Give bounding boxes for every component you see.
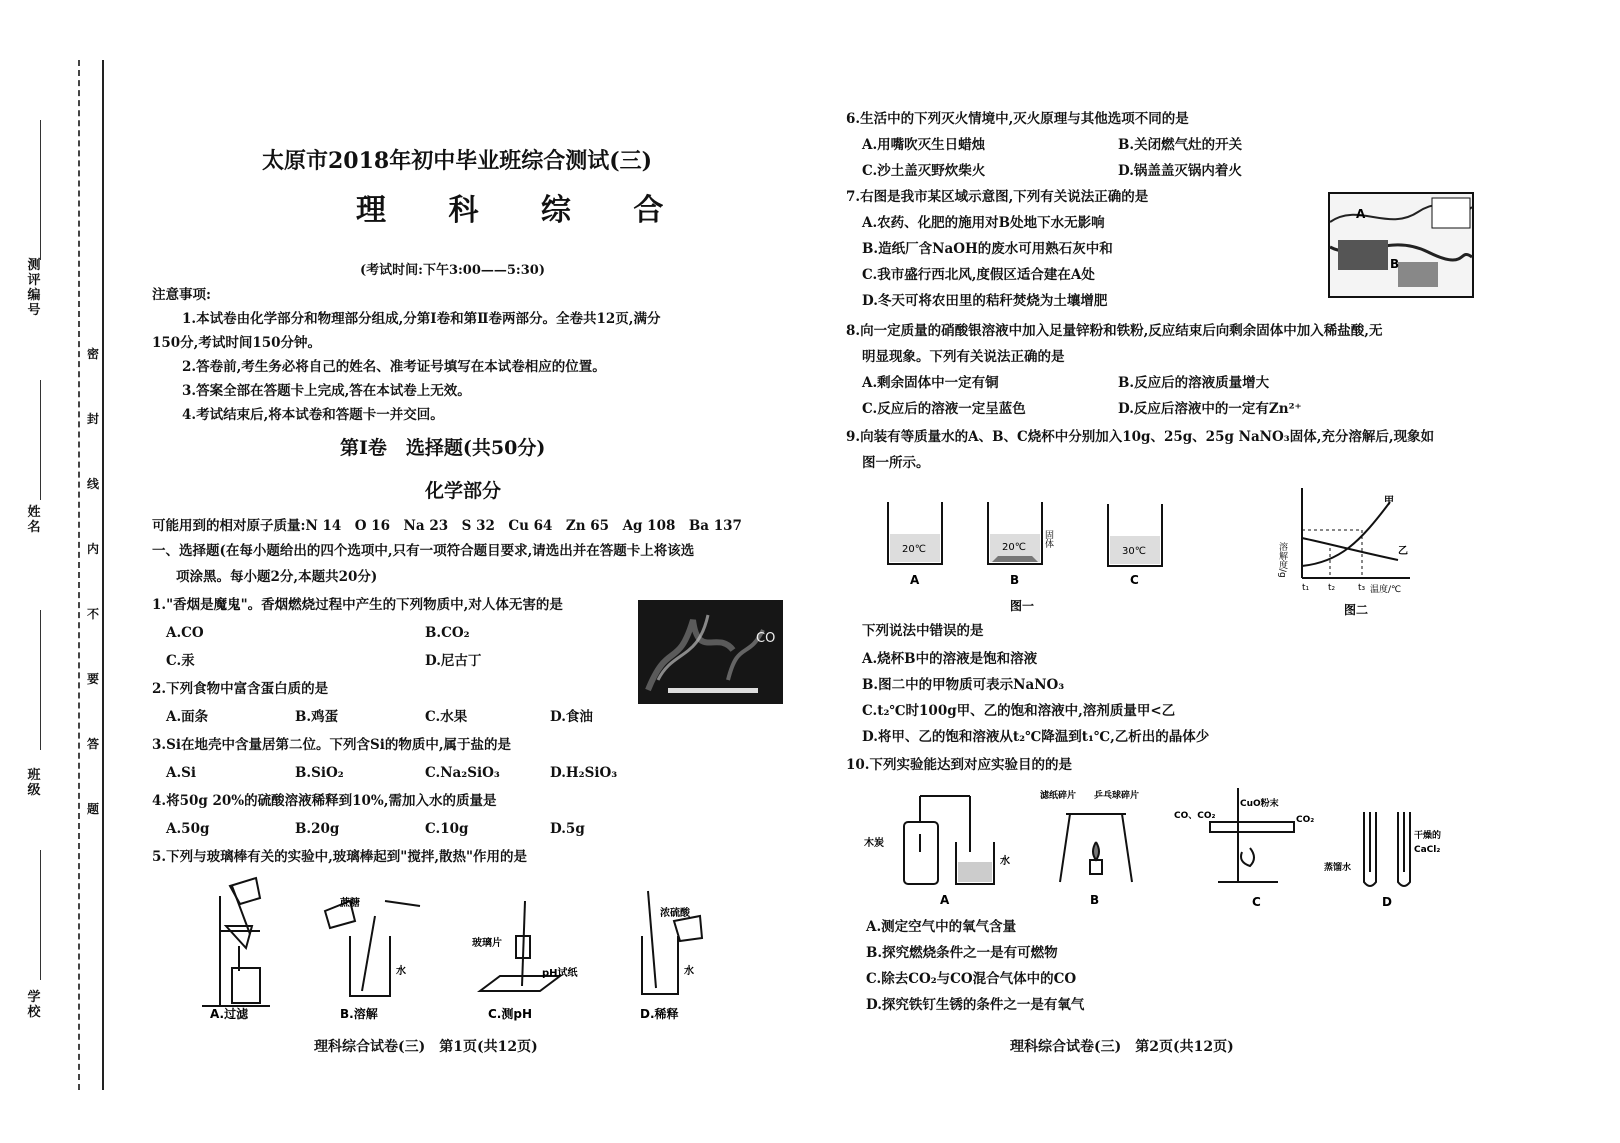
q9-sub: 下列说法中错误的是 [862,623,984,639]
atomic-masses: 可能用到的相对原子质量:N 14 O 16 Na 23 S 32 Cu 64 Zn 65 Ag 108 Ba 137 [152,518,742,534]
beaker-label: C [1130,573,1139,587]
field-line [40,610,41,750]
curve-a-label: 甲 [1384,496,1394,507]
cuo-label: CuO粉末 [1240,799,1279,809]
q7-region-map [1328,192,1474,298]
figure-2-caption: 图二 [1344,603,1369,617]
chem-title: 化学部分 [425,480,502,502]
gas-in-label: CO、CO₂ [1174,811,1216,821]
note-line: 4.考试结束后,将本试卷和答题卡一并交回。 [182,407,444,423]
dilution-beaker [642,891,702,994]
q7-opt: B.造纸厂含NaOH的废水可用熟石灰中和 [862,241,1113,257]
q4-stem: 4.将50g 20%的硫酸溶液稀释到10%,需加入水的质量是 [152,793,497,809]
q10-label: A [940,893,950,907]
cigarette-photo [638,600,783,704]
q6-opt: C.沙土盖灭野炊柴火 [862,163,986,179]
field-line [40,120,41,260]
seal-dashed-line [78,60,80,1090]
q8-opt: B.反应后的溶液质量增大 [1118,375,1270,391]
q7-opt: A.农药、化肥的施用对B处地下水无影响 [862,215,1105,231]
seal-char: 线 [86,477,99,491]
q10-opt: A.测定空气中的氧气含量 [866,919,1017,935]
beaker-temp: 30℃ [1122,546,1146,557]
q2-opt: D.食油 [550,709,593,725]
q9-opt: D.将甲、乙的饱和溶液从t₂℃降温到t₁℃,乙析出的晶体少 [862,729,1210,745]
page-2-footer: 理科综合试卷(三) 第2页(共12页) [1010,1039,1234,1055]
q10-opt: D.探究铁钉生锈的条件之一是有氧气 [866,997,1085,1013]
seal-char: 答 [86,737,99,751]
q8-stem: 明显现象。下列有关说法正确的是 [862,349,1065,365]
q2-opt: A.面条 [166,709,209,725]
tick-label: t₁ [1302,583,1310,593]
q10-label: B [1090,893,1100,907]
water-label: 水 [1000,856,1010,867]
q5-label: D.稀释 [640,1007,679,1021]
map-label-b: B [1390,257,1400,271]
combustion-tripod [1060,814,1132,882]
q5-label: A.过滤 [210,1007,249,1021]
q10-opt: C.除去CO₂与CO混合气体中的CO [866,971,1077,987]
note-line: 2.答卷前,考生务必将自己的姓名、准考证号填写在本试卷相应的位置。 [182,359,606,375]
curve-jia [1302,502,1390,566]
label-exam-number: 测评编号 [27,258,41,318]
filtration-apparatus [202,878,270,1006]
glass-label: 玻璃片 [472,938,502,949]
q9-stem: 图一所示。 [862,455,930,471]
note-line: 1.本试卷由化学部分和物理部分组成,分第Ⅰ卷和第Ⅱ卷两部分。全卷共12页,满分 [182,311,661,327]
water-label: 水 [396,966,406,977]
q9-solubility-graph [1277,482,1440,622]
photo-co-label: CO [756,631,776,646]
figure-1-caption: 图一 [1010,599,1035,613]
note-line: 150分,考试时间150分钟。 [152,335,322,351]
q10-figure [858,782,1458,912]
cacl2-label: CaCl₂ [1414,845,1441,855]
q1-opt: C.汞 [166,653,195,669]
water-label: 水 [684,966,694,977]
q8-opt: C.反应后的溶液一定呈蓝色 [862,401,1026,417]
q6-opt: D.锅盖盖灭锅内着火 [1118,163,1242,179]
seal-char: 封 [86,412,99,426]
field-line [40,380,41,500]
beaker-b [988,502,1042,564]
q9-opt: C.t₂℃时100g甲、乙的饱和溶液中,溶剂质量甲<乙 [862,703,1176,719]
pingpong-label: 乒乓球碎片 [1094,791,1140,801]
q1-stem: 1."香烟是魔鬼"。香烟燃烧过程中产生的下列物质中,对人体无害的是 [152,597,563,613]
sugar-label: 蔗糖 [340,898,360,909]
field-line [40,850,41,980]
dry-label: 干燥的 [1414,831,1442,841]
q6-opt: A.用嘴吹灭生日蜡烛 [862,137,986,153]
q4-opt: C.10g [425,821,469,837]
q3-opt: A.Si [166,765,197,781]
q4-opt: B.20g [295,821,340,837]
notes-title: 注意事项: [152,287,211,303]
beaker-temp: 20℃ [1002,542,1026,553]
q10-label: D [1382,895,1392,909]
beaker-temp: 20℃ [902,544,926,555]
beaker-c [1100,500,1170,590]
seal-char: 密 [86,347,99,361]
q8-stem: 8.向一定质量的硝酸银溶液中加入足量锌粉和铁粉,反应结束后向剩余固体中加入稀盐酸,无 [846,323,1383,339]
q1-opt: D.尼古丁 [425,653,482,669]
q8-opt: D.反应后溶液中的一定有Zn²⁺ [1118,401,1302,417]
seal-char: 题 [86,802,99,816]
rust-test-tubes [1364,812,1410,886]
q6-stem: 6.生活中的下列灭火情境中,灭火原理与其他选项不同的是 [846,111,1189,127]
note-line: 3.答案全部在答题卡上完成,答在本试卷上无效。 [182,383,471,399]
gas-out-label: CO₂ [1296,815,1315,825]
q9-stem: 9.向装有等质量水的A、B、C烧杯中分别加入10g、25g、25g NaNO₃固体,充分溶解后,现象如 [846,429,1435,445]
q10-label: C [1252,895,1261,909]
exam-title: 太原市2018年初中毕业班综合测试(三) [262,148,653,174]
q3-stem: 3.Si在地壳中含量居第二位。下列含Si的物质中,属于盐的是 [152,737,512,753]
label-class: 班级 [27,768,41,798]
q1-opt: B.CO₂ [425,625,470,641]
q10-opt: B.探究燃烧条件之一是有可燃物 [866,945,1058,961]
oxygen-content-apparatus [904,796,994,884]
seal-char: 不 [86,607,99,621]
q7-opt: C.我市盛行西北风,度假区适合建在A处 [862,267,1095,283]
q9-beakers-figure [880,480,1070,616]
tick-label: t₃ [1358,583,1366,593]
beaker-label: B [1010,573,1020,587]
curve-b-label: 乙 [1398,546,1408,557]
beaker-label: A [910,573,920,587]
exam-time: (考试时间:下午3:00——5:30) [360,263,545,278]
q8-opt: A.剩余固体中一定有铜 [862,375,999,391]
q7-stem: 7.右图是我市某区域示意图,下列有关说法正确的是 [846,189,1149,205]
acid-label: 浓硫酸 [660,908,690,919]
q4-opt: D.5g [550,821,585,837]
seal-solid-line [102,60,104,1090]
ph-paper-label: pH试纸 [542,968,578,979]
section-title: 第Ⅰ卷 选择题(共50分) [340,437,546,459]
seal-char: 内 [86,542,99,556]
q5-stem: 5.下列与玻璃棒有关的实验中,玻璃棒起到"搅拌,散热"作用的是 [152,849,528,865]
curve-yi [1302,538,1398,560]
q3-opt: D.H₂SiO₃ [550,765,618,781]
q5-label: C.测pH [488,1007,532,1021]
page-1-footer: 理科综合试卷(三) 第1页(共12页) [314,1039,538,1055]
q7-opt: D.冬天可将农田里的秸秆焚烧为土壤增肥 [862,293,1108,309]
q9-opt: A.烧杯B中的溶液是饱和溶液 [862,651,1038,667]
q5-label: B.溶解 [340,1007,378,1021]
tick-label: t₂ [1328,583,1336,593]
cigarette-smoke-image [638,600,783,704]
instructions: 一、选择题(在每小题给出的四个选项中,只有一项符合题目要求,请选出并在答题卡上将该选 [152,543,695,559]
q3-opt: B.SiO₂ [295,765,344,781]
q5-figure [190,876,750,1026]
q2-stem: 2.下列食物中富含蛋白质的是 [152,681,329,697]
filter-paper-label: 滤纸碎片 [1040,791,1077,801]
q6-opt: B.关闭燃气灶的开关 [1118,137,1243,153]
q1-opt: A.CO [166,625,204,641]
y-axis-label: 溶解度/g [1277,542,1287,578]
label-school: 学校 [27,990,41,1020]
map-label-a: A [1356,207,1366,221]
q3-opt: C.Na₂SiO₃ [425,765,500,781]
seal-char: 要 [86,672,99,686]
subject-title: 理 科 综 合 [356,193,690,228]
dissolving-beaker [325,901,420,996]
instructions: 项涂黑。每小题2分,本题共20分) [176,569,378,585]
distilled-water-label: 蒸馏水 [1324,863,1352,873]
charcoal-label: 木炭 [864,838,884,849]
label-name: 姓名 [27,505,41,535]
q10-stem: 10.下列实验能达到对应实验目的的是 [846,757,1072,773]
q4-opt: A.50g [166,821,210,837]
seal-strip [0,0,112,1143]
q2-opt: B.鸡蛋 [295,709,339,725]
solid-label: 固体 [1043,530,1053,548]
q2-opt: C.水果 [425,709,468,725]
x-axis-label: 温度/℃ [1370,585,1402,595]
q9-opt: B.图二中的甲物质可表示NaNO₃ [862,677,1065,693]
